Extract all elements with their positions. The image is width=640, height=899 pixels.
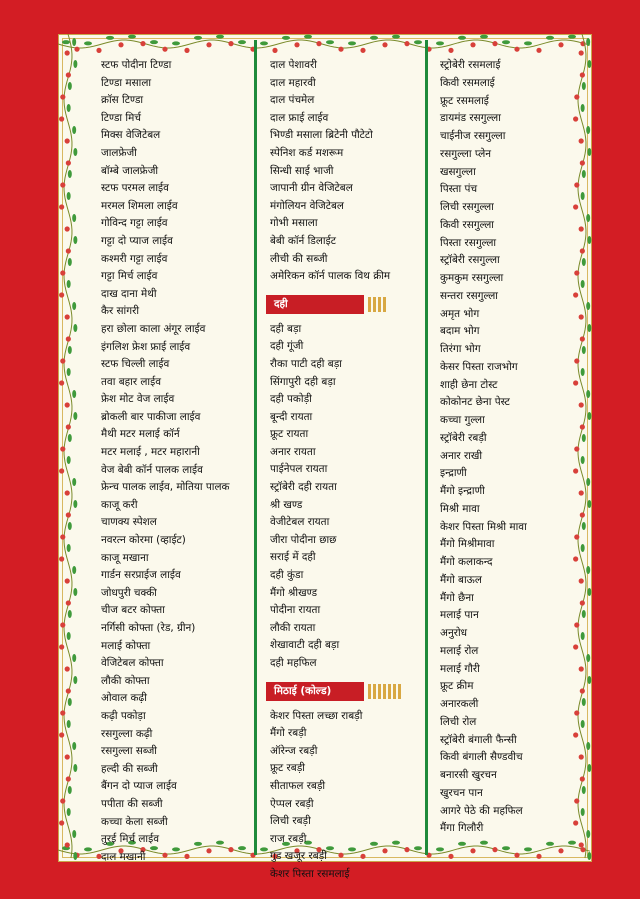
menu-item: इन्द्राणी: [440, 467, 467, 480]
menu-item: स्टफ चिल्ली लाईव: [101, 358, 170, 371]
menu-item: खुरचन पान: [440, 786, 483, 799]
menu-item: मैंगो इन्द्राणी: [440, 485, 485, 497]
menu-item: कच्चा केला सब्जी: [101, 815, 168, 828]
menu-item: टिण्डा मसाला: [101, 76, 152, 89]
menu-item: काजू मखाना: [101, 551, 149, 564]
menu-item: शाही छेना टोस्ट: [440, 378, 498, 391]
menu-item: कुमकुम रसगुल्ला: [440, 272, 504, 284]
menu-item: चाईनीज रसगुल्ला: [440, 130, 506, 142]
menu-item: अनार राखी: [440, 449, 483, 462]
menu-item: गट्टा दो प्याज लाईव: [101, 234, 173, 247]
menu-item: दाल मखानी: [101, 850, 146, 863]
menu-item: मैंगो मिश्रीमावा: [440, 538, 495, 551]
menu-item: काजू करी: [101, 498, 138, 511]
menu-item: अनार रायता: [270, 445, 316, 458]
menu-item: कढ़ी पकोड़ा: [101, 709, 146, 722]
menu-item: अमेरिकन कॉर्न पालक विथ क्रीम: [270, 270, 391, 283]
menu-item: गट्टा मिर्च लाईव: [101, 270, 158, 283]
menu-item: मलाई रोल: [440, 644, 479, 657]
menu-item: फ्रूट रबड़ी: [270, 762, 305, 775]
section-title: दही: [266, 295, 364, 314]
menu-item: दही बड़ा: [270, 322, 302, 335]
menu-item: हरा छोला काला अंगूर लाईव: [101, 322, 206, 335]
floral-border-top: [58, 34, 592, 54]
menu-item: वेजीटेबल रायता: [270, 516, 330, 529]
menu-item: लिची रोल: [440, 715, 477, 728]
menu-item: मैंगो कलाकन्द: [440, 556, 493, 568]
section-header-dahi: [266, 295, 435, 314]
menu-item: टिण्डा मिर्च: [101, 111, 141, 124]
menu-item: जालफ्रेजी: [101, 146, 137, 159]
menu-item: केसर पिस्ता राजभोग: [440, 360, 518, 373]
menu-item: लौकी कोफ्ता: [101, 674, 150, 687]
menu-item: ओवाल कढ़ी: [101, 692, 147, 705]
menu-item: जीरा पोदीना छाछ: [270, 533, 337, 546]
menu-item: कश्मरी गट्टा लाईव: [101, 252, 168, 265]
menu-item: केशर पिस्ता मिश्री मावा: [440, 520, 527, 533]
menu-item: भिण्डी मसाला ब्रिटेनी पौटेटो: [270, 129, 373, 142]
menu-item: मलाई गौरी: [440, 662, 480, 675]
menu-item: मैंगो बाऊल: [440, 573, 482, 586]
menu-item: मलाई पान: [440, 609, 479, 622]
menu-item: किवी रसमलाई: [440, 76, 495, 89]
menu-item: शेखावाटी दही बड़ा: [270, 639, 340, 652]
menu-item: स्ट्रॉबेरी बंगाली फैन्सी: [440, 733, 517, 746]
menu-item: स्ट्रॉबेरी रबड़ी: [440, 431, 487, 444]
menu-item: हल्दी की सब्जी: [101, 762, 158, 775]
floral-border-left: [58, 34, 78, 860]
menu-item: अमृत भोग: [440, 307, 480, 320]
menu-item: फ्रेन्च पालक लाईव, मोतिया पालक: [101, 481, 230, 494]
menu-item: सिंगापुरी दही बड़ा: [270, 375, 336, 388]
menu-item: खसगुल्ला: [440, 165, 476, 178]
menu-item: फ्रूट रायता: [270, 428, 309, 441]
menu-item: रसगुल्ला सब्जी: [101, 745, 158, 758]
menu-item: दाल फ्राई लाईव: [270, 111, 329, 124]
menu-item: ब्रोकली बार पाकीजा लाईव: [101, 410, 201, 423]
menu-item: गार्डन सरप्राईज लाईव: [101, 569, 181, 582]
menu-item: रसगुल्ला प्लेन: [440, 147, 492, 160]
menu-item: बैंगन दो प्याज लाईव: [101, 780, 177, 793]
menu-item: कोकोनट छेना पेस्ट: [440, 396, 510, 409]
menu-item: स्टफ पोदीना टिण्डा: [101, 59, 172, 71]
menu-item: तुरई मिर्च लाईव: [101, 833, 159, 846]
menu-item: जोधपुरी चक्की: [101, 586, 157, 599]
menu-item: किवी बंगाली सैण्डवीच: [440, 751, 523, 764]
menu-item: मैथी मटर मलाई कॉर्न: [101, 428, 180, 441]
menu-item: पाईनेपल रायता: [270, 463, 328, 476]
menu-column-1: [101, 57, 256, 866]
menu-item: चाणक्य स्पेशल: [101, 516, 157, 529]
menu-item: लिची रसगुल्ला: [440, 201, 494, 213]
menu-item: जापानी ग्रीन वेजिटेबल: [270, 182, 353, 195]
menu-item: पिस्ता रसगुल्ला: [440, 236, 497, 249]
menu-item: बॉम्बे जालफ्रेजी: [101, 164, 159, 177]
menu-item: लीची की सब्जी: [270, 252, 328, 265]
menu-item: अनारकली: [440, 698, 479, 710]
menu-item: मैंगो छैना: [440, 591, 474, 604]
menu-column-2: [270, 57, 435, 884]
menu-item: ऐप्पल रबड़ी: [270, 797, 314, 810]
menu-item: मटर मलाई , मटर महारानी: [101, 446, 200, 459]
menu-item: दही महफिल: [270, 657, 317, 669]
menu-item: सीताफल रबड़ी: [270, 779, 326, 792]
menu-item: बून्दी रायता: [270, 410, 313, 423]
menu-item: फ्रूट क्रीम: [440, 680, 474, 693]
menu-item: पोदीना रायता: [270, 604, 321, 617]
menu-item: दाल पेशावरी: [270, 59, 317, 71]
menu-item: स्ट्रॉबेरी दही रायता: [270, 481, 337, 494]
menu-item: मैंगा गिलौरी: [440, 822, 484, 835]
menu-item: गोविन्द गट्टा लाईव: [101, 217, 168, 230]
menu-item: आगरे पेठे की महफिल: [440, 804, 523, 817]
section-stripes: [368, 297, 386, 312]
menu-item: बनारसी खुरचन: [440, 769, 497, 781]
menu-item: कच्चा गुल्ला: [440, 414, 485, 426]
section-title: मिठाई (कोल्ड): [266, 682, 364, 701]
menu-item: दही कुंडा: [270, 569, 304, 582]
menu-item: फ्रूट रसमलाई: [440, 94, 489, 107]
menu-item: वेजिटेबल कोफ्ता: [101, 657, 164, 670]
menu-item: दाल महारवी: [270, 76, 316, 89]
menu-item: दही पकोड़ी: [270, 393, 312, 406]
menu-item: रसगुल्ला कढ़ी: [101, 727, 153, 740]
section-header-mithai: [266, 682, 435, 701]
menu-item: गोभी मसाला: [270, 217, 318, 230]
menu-item: दाल पंचमेल: [270, 94, 315, 107]
menu-item: सन्तरा रसगुल्ला: [440, 289, 498, 302]
menu-item: सराई में दही: [270, 551, 316, 564]
menu-item: स्टफ परमल लाईव: [101, 182, 169, 195]
menu-item: किवी रसगुल्ला: [440, 218, 494, 231]
menu-item: रौका पाटी दही बड़ा: [270, 357, 342, 370]
menu-item: बदाम भोग: [440, 325, 480, 338]
menu-item: क्रॉस टिण्डा: [101, 94, 144, 107]
menu-item: राज रबड़ी: [270, 832, 307, 845]
menu-item: मिक्स वेजिटेबल: [101, 129, 161, 142]
menu-item: तिरंगा भोग: [440, 343, 481, 355]
menu-item: ऑरेन्ज रबड़ी: [270, 744, 318, 757]
menu-item: स्पेनिश कर्ड मशरूम: [270, 146, 344, 159]
menu-item: गुड खजूर रबड़ी: [270, 850, 327, 863]
menu-item: लिची रबड़ी: [270, 815, 311, 828]
menu-item: केशर पिस्ता रसमलाई: [270, 867, 350, 880]
menu-item: इंगलिश फ्रेश फ्राई लाईव: [101, 340, 191, 353]
menu-item: दही गूंजी: [270, 340, 304, 353]
menu-item: लौकी रायता: [270, 621, 316, 634]
menu-item: फ्रेश मोट वेज लाईव: [101, 393, 175, 406]
menu-item: चीज बटर कोफ्ता: [101, 604, 165, 617]
menu-item: श्री खण्ड: [270, 498, 303, 511]
menu-item: बेबी कॉर्न डिलाईट: [270, 234, 336, 247]
menu-item: मंगोलियन वेजिटेबल: [270, 199, 344, 212]
menu-item: मरमल शिमला लाईव: [101, 199, 178, 212]
menu-item: तवा बहार लाईव: [101, 375, 162, 388]
menu-item: डायमंड रसगुल्ला: [440, 112, 501, 125]
menu-item: नर्गिसी कोफ्ता (रेड, ग्रीन): [101, 622, 196, 634]
menu-item: पिस्ता पंच: [440, 183, 478, 196]
menu-column-3: [440, 57, 580, 838]
menu-item: मैंगो रबड़ी: [270, 727, 307, 740]
menu-item: स्ट्रॉबेरी रसगुल्ला: [440, 254, 500, 267]
menu-item: स्ट्रोबेरी रसमलाई: [440, 59, 501, 71]
menu-item: अनुरोध: [440, 627, 468, 639]
menu-item: मलाई कोफ्ता: [101, 639, 151, 652]
menu-item: नवरत्न कोरमा (व्हाईट): [101, 534, 186, 547]
menu-item: कैर सांगरी: [101, 305, 140, 318]
menu-item: दाख दाना मेथी: [101, 287, 157, 300]
section-stripes: [368, 684, 401, 699]
menu-item: मिश्री मावा: [440, 502, 480, 515]
menu-item: पपीता की सब्जी: [101, 797, 163, 810]
menu-item: केशर पिस्ता लच्छा राबड़ी: [270, 709, 363, 722]
menu-item: वेज बेबी कॉर्न पालक लाईव: [101, 463, 203, 476]
menu-item: मैंगो श्रीखण्ड: [270, 586, 318, 599]
menu-item: सिन्धी साई भाजी: [270, 164, 334, 177]
